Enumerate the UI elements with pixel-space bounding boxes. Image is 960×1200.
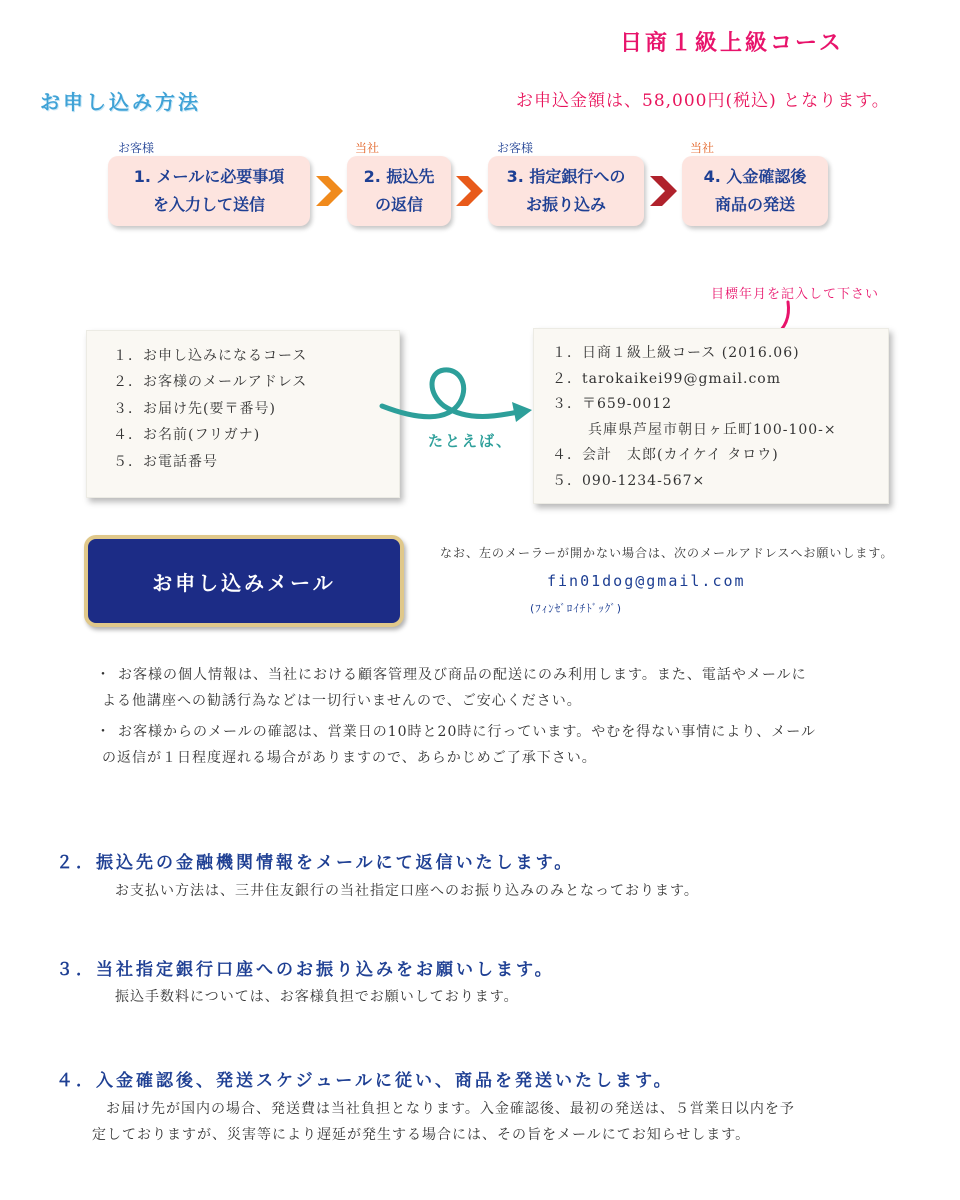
example-hint: 目標年月を記入して下さい <box>711 287 880 302</box>
required-item: ４．お名前(フリガナ) <box>113 427 261 444</box>
step-arrow-1-shape <box>316 176 343 206</box>
section-3-heading: ３．当社指定銀行口座へのお振り込みをお願いします。 <box>56 960 555 980</box>
step-4-actor: 当社 <box>690 141 715 155</box>
apply-mail-button[interactable]: お申し込みメール <box>84 535 404 627</box>
required-item: ５．お電話番号 <box>113 453 218 470</box>
required-item: ２．お客様のメールアドレス <box>113 374 308 391</box>
section-4-body: お届け先が国内の場合、発送費は当社負担となります。入金確認後、最初の発送は、５営業日以内を予 定しておりますが、災害等により遅延が発生する場合には、その旨をメールにてお知らせします。 <box>92 1101 795 1143</box>
step-arrow-3-icon <box>650 176 678 206</box>
step-1-actor: お客様 <box>118 141 155 155</box>
section-4-heading: ４．入金確認後、発送スケジュールに従い、商品を発送いたします。 <box>56 1071 674 1091</box>
required-item: ３．お届け先(要〒番号) <box>113 400 276 417</box>
price-text: お申込金額は、58,000円(税込) となります。 <box>516 91 890 111</box>
step-1-box: 1. メールに必要事項 を入力して送信 <box>108 156 310 226</box>
step-2-box: 2. 振込先 の返信 <box>347 156 451 226</box>
step-4-box: 4. 入金確認後 商品の発送 <box>682 156 828 226</box>
required-item: １．お申し込みになるコース <box>113 348 308 364</box>
reply-time-note: ・ お客様からのメールの確認は、営業日の10時と20時に行っています。やむを得ない事情により、メール の返信が１日程度遅れる場合がありますので、あらかじめご了承下さい。 <box>96 719 906 771</box>
example-item: ３．〒659-0012 <box>552 396 673 413</box>
alt-address-note: なお、左のメーラーが開かない場合は、次のメールアドレスへお願いします。 <box>440 546 894 560</box>
step-arrow-2-shape <box>456 176 483 206</box>
example-item: １．日商１級上級コース (2016.06) <box>552 345 800 361</box>
privacy-note: ・ お客様の個人情報は、当社における顧客管理及び商品の配送にのみ利用します。また、電話やメールに よる他講座への勧誘行為などは一切行いませんので、ご安心ください。 <box>96 662 906 714</box>
bullet-icon: ・ <box>96 724 111 740</box>
example-card <box>533 328 889 504</box>
required-items-card <box>86 330 400 498</box>
alt-email-link[interactable]: fin01dog@gmail.com <box>547 572 746 590</box>
section-title: お申し込み方法 <box>40 90 201 114</box>
example-item: ４．会計 太郎(カイケイ タロウ) <box>552 447 779 464</box>
step-3-actor: お客様 <box>497 141 534 155</box>
example-item: ２．tarokaikei99@gmail.com <box>552 370 781 387</box>
example-loop-arrow-icon <box>378 362 538 436</box>
example-item-address: 兵庫県芦屋市朝日ヶ丘町100-100-× <box>588 421 837 438</box>
course-title: 日商１級上級コース <box>620 31 844 56</box>
step-arrow-2-icon <box>456 176 484 206</box>
section-2-body: お支払い方法は、三井住友銀行の当社指定口座へのお振り込みのみとなっております。 <box>115 883 699 899</box>
section-3-body: 振込手数料については、お客様負担でお願いしております。 <box>115 989 519 1005</box>
step-3-box: 3. 指定銀行への お振り込み <box>488 156 644 226</box>
section-2-heading: ２．振込先の金融機関情報をメールにて返信いたします。 <box>56 853 575 873</box>
bullet-icon: ・ <box>96 667 111 683</box>
alt-email-reading: (ﾌｨﾝｾﾞﾛｲﾁﾄﾞｯｸﾞ) <box>530 602 623 615</box>
example-label: たとえば、 <box>428 432 514 450</box>
step-arrow-1-icon <box>316 176 344 206</box>
step-2-actor: 当社 <box>355 141 380 155</box>
example-item: ５．090-1234-567× <box>552 472 706 489</box>
step-arrow-3-shape <box>650 176 677 206</box>
